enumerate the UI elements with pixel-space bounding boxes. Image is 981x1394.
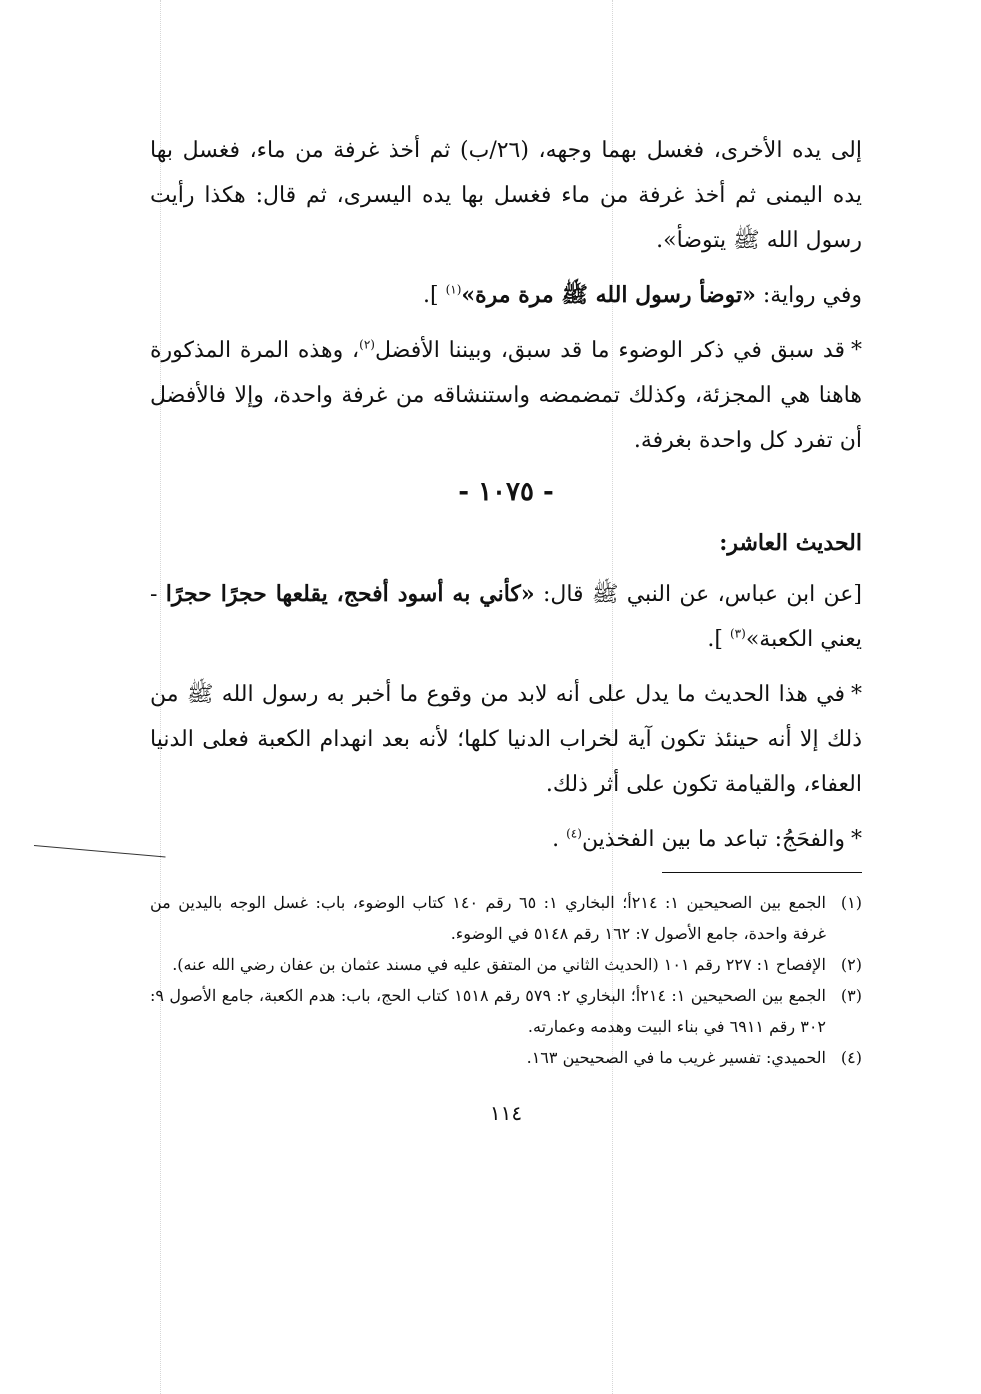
book-page [150,128,862,1125]
note3-suffix: . [552,827,567,852]
commentary-note-2 [150,672,862,807]
footnote-ref-2[interactable]: (٢) [359,337,375,352]
footnote [150,887,862,949]
star-marker: * [851,827,862,852]
footnote [150,1042,862,1073]
footnote-text: الإفصاح ١: ٢٢٧ رقم ١٠١ (الحديث الثاني من المتفق عليه في مسند عثمان بن عفان رضي الله عنه). [172,955,826,974]
footnote [150,980,862,1042]
footnote-number: (٢) [840,955,862,974]
footnote-ref-1[interactable]: (١) [445,282,462,297]
note2-text: في هذا الحديث ما يدل على أنه لابد من وقوع ما أخبر به رسول الله ﷺ من ذلك إلا أنه حينئذ تكون آية لخراب الدنيا كلها؛ لأنه بعد انهدام الكعبة فعلى الدنيا العفاء، والقيامة تكون على أثر ذلك. [150,682,862,797]
star-marker: * [850,338,862,363]
footnote-number: (١) [840,893,862,912]
hadith-number: - ١٠٧٥ - [458,477,554,507]
footnote-separator [662,872,862,873]
section-heading: الحديث العاشر: [719,530,862,556]
page-number: ١١٤ [489,1101,523,1125]
footnote-ref-3[interactable]: (٣) [729,626,746,641]
paragraph-continuation: إلى يده الأخرى، فغسل بهما وجهه، (٢٦/ب) ثم أخذ غرفة من ماء، فغسل بها يده اليمنى ثم أخذ غرفة من ماء فغسل بها يده اليسرى، ثم قال: هكذا رأيت رسول الله ﷺ يتوضأ». [150,138,862,253]
footnote-number: (٣) [840,986,862,1005]
footnote-text: الجمع بين الصحيحين ١: ٢١٤أ؛ البخاري ١: ٦٥ رقم ١٤٠ كتاب الوضوء، باب: غسل الوجه باليدين من غرفة واحدة، جامع الأصول ٧: ١٦٢ رقم ٥١٤٨ في الوضوء. [150,893,827,943]
scan-artifact-line [34,845,166,858]
hadith-suffix: ]. [707,627,730,652]
commentary-note-3 [150,817,862,862]
footnote-number: (٤) [840,1048,862,1067]
riwaya-suffix: ]. [422,283,446,308]
note1-text1: قد سبق في ذكر الوضوء ما قد سبق، وبيننا الأفضل [374,338,845,363]
hadith-prefix: [عن ابن عباس، عن النبي ﷺ قال: [534,582,862,607]
hadith-quote: «كأني به أسود أفحج، يقلعها حجرًا حجرًا [165,581,535,607]
footnote-text: الجمع بين الصحيحين ١: ٢١٤أ؛ البخاري ٢: ٥٧٩ رقم ١٥١٨ كتاب الحج، باب: هدم الكعبة، جامع الأصول ٩: ٣٠٢ رقم ٦٩١١ في بناء البيت وهدمه وعمارته. [150,986,827,1036]
hadith-close: » [745,627,760,652]
note1-text2: ، وهذه المرة المذكورة هاهنا هي المجزئة، وكذلك تمضمضه واستنشاقه من غرفة واحدة، وإلا فالأفضل أن تفرد كل واحدة بغرفة. [150,338,862,453]
footnotes [150,887,862,1073]
riwaya-text: «توضأ رسول الله ﷺ مرة مرة» [461,282,756,308]
footnote-text: الحميدي: تفسير غريب ما في الصحيحين ١٦٣. [526,1048,826,1067]
footnote [150,949,862,980]
footnote-ref-4[interactable]: (٤) [566,826,582,841]
riwaya-prefix: وفي رواية: [755,283,862,308]
commentary-note-1 [150,328,862,463]
star-marker: * [851,682,862,707]
hadith-mid: - يعني الكعبة [150,582,862,652]
riwaya-paragraph [150,273,862,318]
note3-text: والفحَجُ: تباعد ما بين الفخذين [581,827,845,852]
hadith-text [150,572,862,662]
